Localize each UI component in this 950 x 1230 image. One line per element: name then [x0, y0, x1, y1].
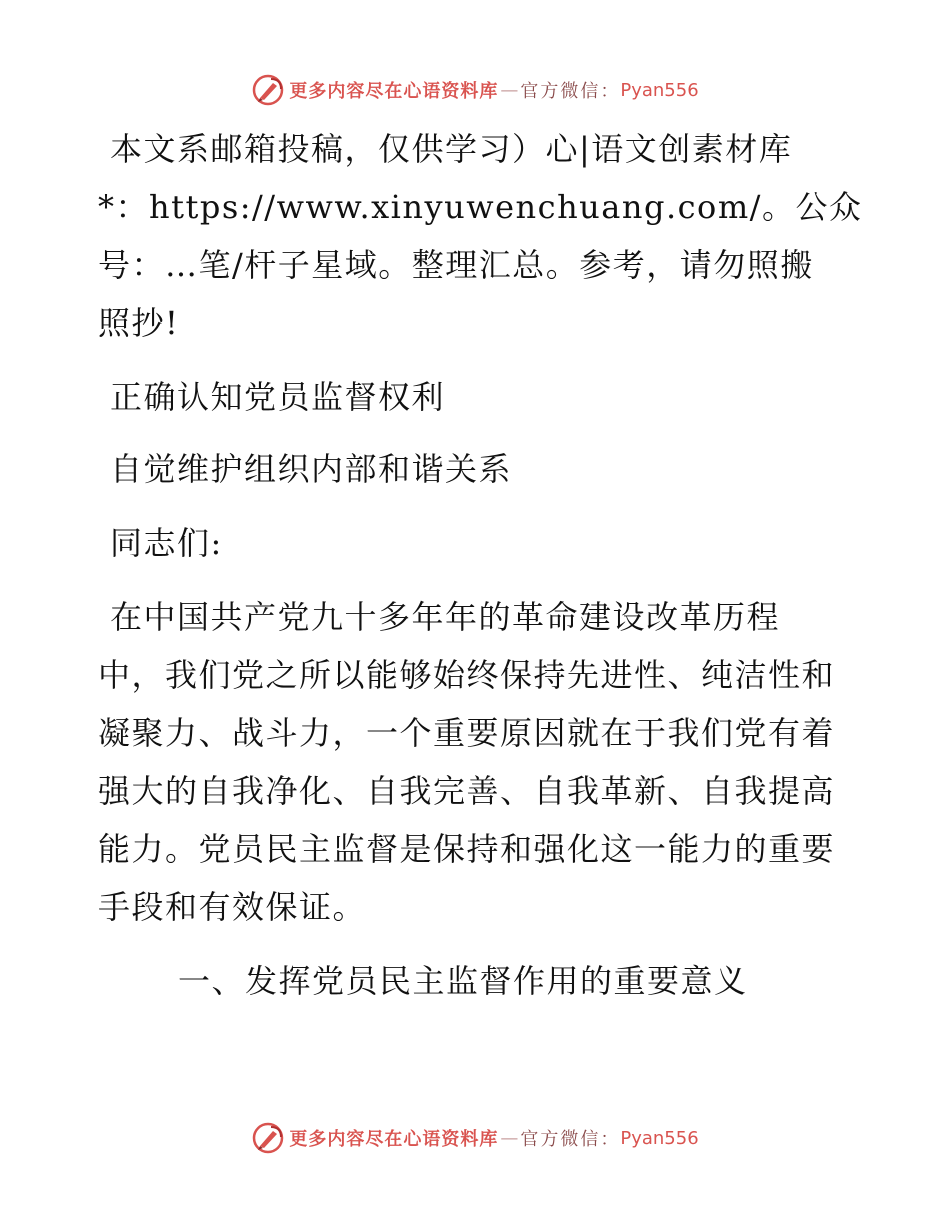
paragraph-line: 强大的自我净化、自我完善、自我革新、自我提高 — [98, 772, 836, 810]
banner-wechat-id: Pyan556 — [620, 1127, 699, 1149]
banner-separator: — — [500, 79, 519, 101]
document-title: 正确认知党员监督权利 — [110, 378, 446, 416]
paragraph-line: 能力。党员民主监督是保持和强化这一能力的重要 — [98, 830, 836, 868]
intro-line: 号：…笔/杆子星域。整理汇总。参考，请勿照搬 — [98, 246, 814, 284]
banner-wechat-label: 官方微信： — [520, 1129, 621, 1150]
salutation: 同志们: — [110, 524, 223, 562]
pen-logo-icon — [251, 73, 285, 107]
paragraph-line: 手段和有效保证。 — [98, 888, 367, 926]
banner-separator: — — [500, 1127, 519, 1149]
document-subtitle: 自觉维护组织内部和谐关系 — [110, 450, 513, 488]
intro-line: 本文系邮箱投稿，仅供学习）心|语文创素材库 — [110, 130, 793, 168]
banner-brand-text: 更多内容尽在心语资料库 — [289, 81, 499, 102]
document-body — [98, 120, 863, 1010]
intro-line: 照抄! — [98, 304, 180, 342]
banner-wechat-label: 官方微信： — [520, 81, 621, 102]
banner-brand-text: 更多内容尽在心语资料库 — [289, 1129, 499, 1150]
paragraph-line: 在中国共产党九十多年年的革命建设改革历程 — [110, 598, 781, 636]
paragraph-line: 凝聚力、战斗力，一个重要原因就在于我们党有着 — [98, 714, 836, 752]
footer-watermark-banner — [0, 1118, 950, 1158]
header-watermark-banner — [0, 70, 950, 110]
intro-line: *：https://www.xinyuwenchuang.com/。公众 — [98, 188, 863, 226]
paragraph-line: 中，我们党之所以能够始终保持先进性、纯洁性和 — [98, 656, 836, 694]
pen-logo-icon — [251, 1121, 285, 1155]
section-heading: 一、发挥党员民主监督作用的重要意义 — [178, 962, 748, 1000]
banner-wechat-id: Pyan556 — [620, 79, 699, 101]
